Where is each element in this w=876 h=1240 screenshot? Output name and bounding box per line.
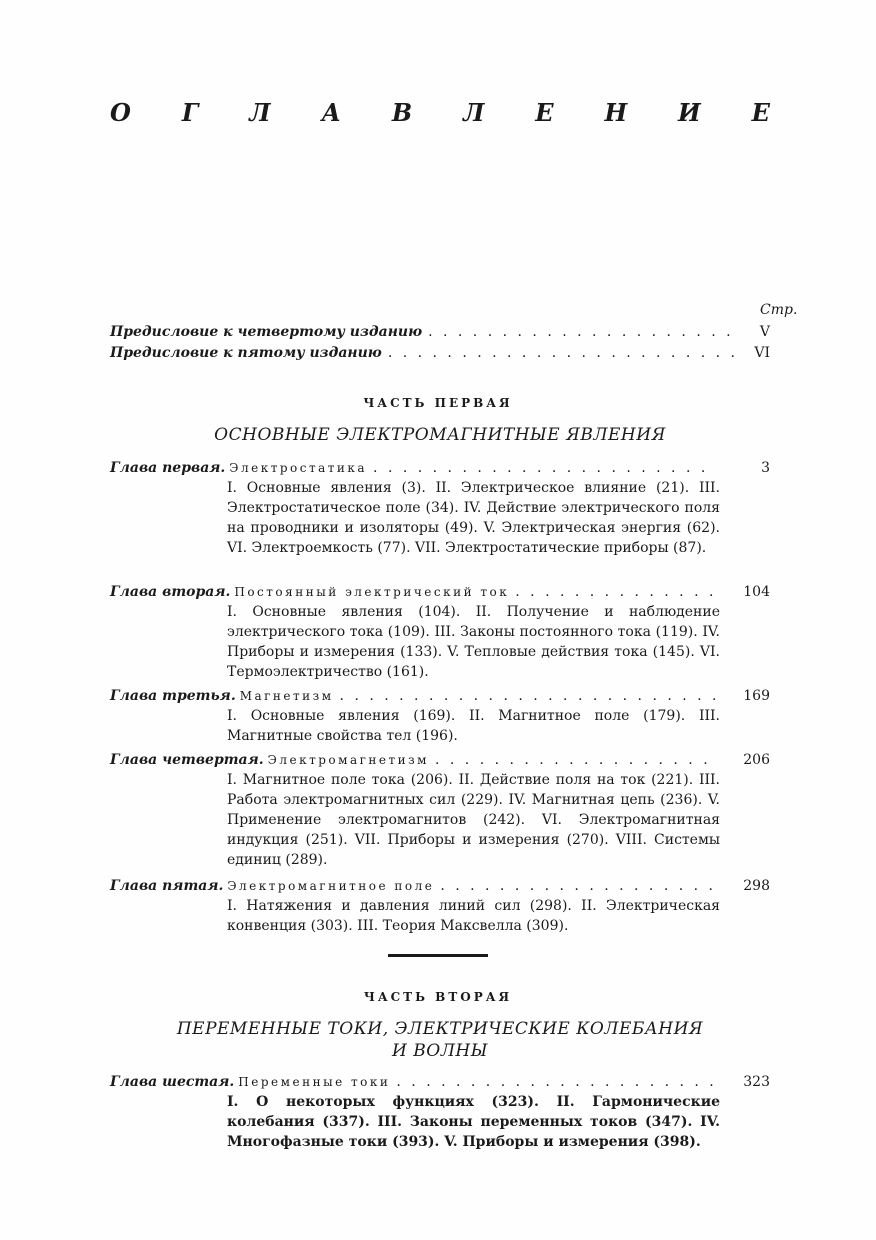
dot-leader xyxy=(396,1072,716,1092)
part-two-label: ЧАСТЬ ВТОРАЯ xyxy=(363,990,513,1004)
title-letter: Г xyxy=(181,98,199,127)
toc-entry-preface-5[interactable] xyxy=(110,345,770,361)
chapter-5[interactable] xyxy=(110,876,770,936)
chapter-title: Постоянный электрический ток xyxy=(234,585,510,599)
dot-leader xyxy=(340,686,716,706)
chapter-title: Электромагнитное поле xyxy=(227,879,435,893)
chapter-4[interactable] xyxy=(110,750,770,870)
chapter-2[interactable] xyxy=(110,582,770,682)
title-letter: И xyxy=(678,98,701,127)
chapter-page: 3 xyxy=(761,460,770,476)
chapter-page: 298 xyxy=(743,878,770,894)
chapter-page: 169 xyxy=(743,688,770,704)
preface-label: Предисловие к пятому изданию xyxy=(110,345,382,361)
part-two-title-line: ПЕРЕМЕННЫЕ ТОКИ, ЭЛЕКТРИЧЕСКИЕ КОЛЕБАНИЯ xyxy=(176,1019,704,1039)
chapter-name: Глава шестая. xyxy=(110,1074,235,1090)
chapter-3[interactable] xyxy=(110,686,770,746)
chapter-title: Магнетизм xyxy=(239,689,334,703)
chapter-page: 323 xyxy=(743,1074,770,1090)
preface-page: V xyxy=(759,324,770,340)
page-title xyxy=(110,98,770,127)
title-letter: В xyxy=(391,98,413,127)
dot-leader xyxy=(435,750,716,770)
chapter-page: 206 xyxy=(743,752,770,768)
dot-leader xyxy=(440,876,716,896)
title-letter: Н xyxy=(604,98,628,127)
dot-leader xyxy=(515,582,716,602)
chapter-contents: I. Натяжения и давления линий сил (298). II. Электрическая конвенция (303). III. Теория Максвелла (309). xyxy=(227,898,720,934)
dot-leader xyxy=(373,458,716,478)
chapter-6[interactable] xyxy=(110,1072,770,1152)
preface-label: Предисловие к четвертому изданию xyxy=(110,324,423,340)
chapter-title: Электростатика xyxy=(229,461,368,475)
chapter-contents: I. Магнитное поле тока (206). II. Действие поля на ток (221). III. Работа электромагнитных сил (229). IV. Магнитная цепь (236). V. Применение электромагнитов (242). VI. Электромагнитная индукция (251). VII. Приборы и измерения (270). VIII. Системы единиц (289). xyxy=(227,772,720,868)
chapter-name: Глава вторая. xyxy=(110,584,231,600)
dot-leader xyxy=(428,324,742,340)
title-letter: О xyxy=(110,98,131,127)
chapter-contents: I. Основные явления (169). II. Магнитное поле (179). III. Магнитные свойства тел (196). xyxy=(227,708,720,744)
page-column-label: Стр. xyxy=(760,302,798,318)
chapter-1[interactable] xyxy=(110,458,770,558)
part-one-label: ЧАСТЬ ПЕРВАЯ xyxy=(363,396,513,410)
chapter-contents: I. О некоторых функциях (323). II. Гармонические колебания (337). III. Законы переменных токов (347). IV. Многофазные токи (393). V. Приборы и измерения (398). xyxy=(227,1094,720,1150)
section-divider xyxy=(388,954,488,957)
chapter-name: Глава пятая. xyxy=(110,878,224,894)
chapter-name: Глава первая. xyxy=(110,460,226,476)
title-letter: А xyxy=(321,98,341,127)
chapter-title: Электромагнетизм xyxy=(267,753,429,767)
title-letter: Е xyxy=(535,98,554,127)
chapter-contents: I. Основные явления (104). II. Получение и наблюдение электрического тока (109). III. Законы постоянного тока (119). IV. Приборы и измерения (133). V. Тепловые действия тока (145). VI. Термоэлектричество (161). xyxy=(227,604,720,680)
chapter-name: Глава четвертая. xyxy=(110,752,264,768)
part-one-title: ОСНОВНЫЕ ЭЛЕКТРОМАГНИТНЫЕ ЯВЛЕНИЯ xyxy=(214,425,666,445)
toc-entry-preface-4[interactable] xyxy=(110,324,770,340)
chapter-contents: I. Основные явления (3). II. Электрическое влияние (21). III. Электростатическое поле (34). IV. Действие электрического поля на проводники и изоляторы (49). V. Электрическая энергия (62). VI. Электроемкость (77). VII. Электростатические приборы (87). xyxy=(227,480,720,556)
title-letter: Е xyxy=(751,98,770,127)
chapter-title: Переменные токи xyxy=(238,1075,391,1089)
dot-leader xyxy=(388,345,742,361)
part-two-title-line: И ВОЛНЫ xyxy=(392,1041,488,1061)
chapter-name: Глава третья. xyxy=(110,688,236,704)
title-letter: Л xyxy=(463,98,485,127)
title-letter: Л xyxy=(249,98,271,127)
part-two-title xyxy=(110,1018,770,1062)
chapter-page: 104 xyxy=(743,584,770,600)
preface-page: VI xyxy=(754,345,770,361)
